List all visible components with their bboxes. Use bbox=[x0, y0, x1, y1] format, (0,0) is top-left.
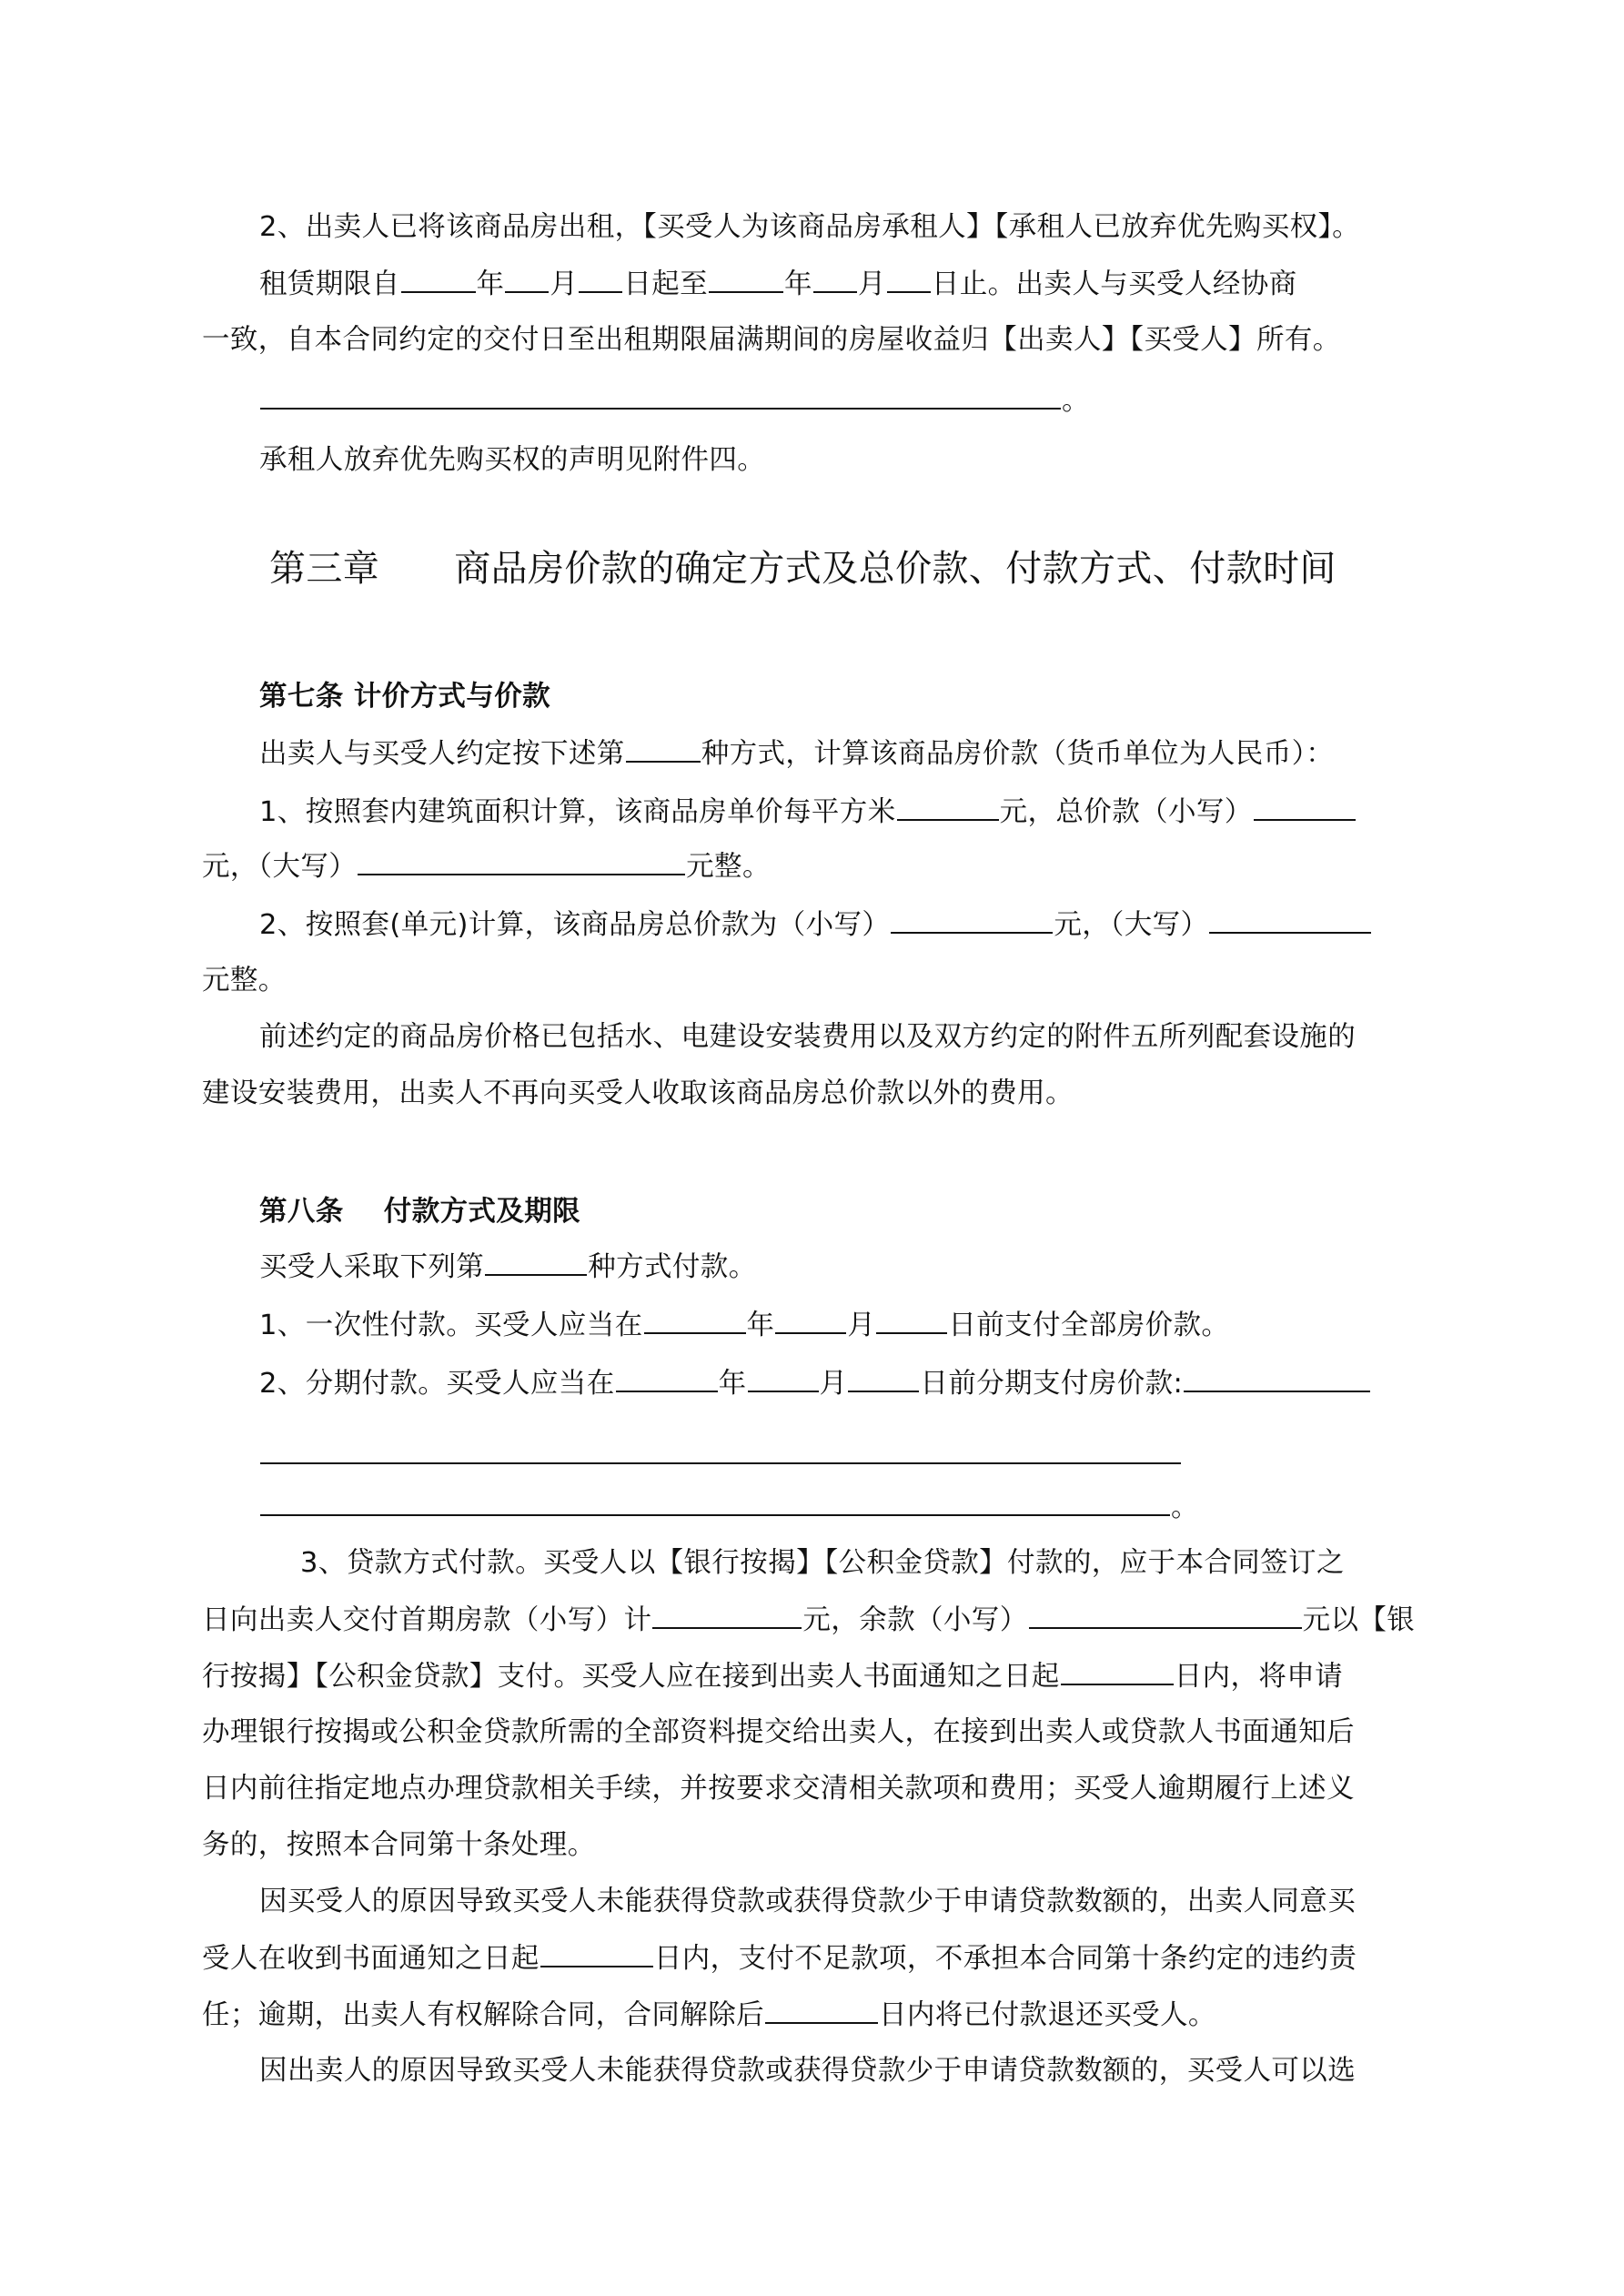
seller-fault-line1: 因出卖人的原因导致买受人未能获得贷款或获得贷款少于申请贷款数额的，买受人可以选 bbox=[259, 2055, 1357, 2087]
article8-item3-line5: 日内前往指定地点办理贷款相关手续，并按要求交清相关款项和费用；买受人逾期履行上述义 bbox=[202, 1773, 1355, 1805]
blank-field[interactable] bbox=[616, 1363, 718, 1392]
blank-field[interactable] bbox=[765, 1995, 878, 2024]
blank-field[interactable] bbox=[887, 264, 931, 293]
blank-field[interactable] bbox=[709, 264, 783, 293]
blank-field[interactable] bbox=[848, 1363, 919, 1392]
lease-note-line: 。 bbox=[259, 380, 1497, 421]
blank-field[interactable] bbox=[626, 733, 701, 763]
blank-field[interactable] bbox=[1184, 1363, 1370, 1392]
article7-item1: 1、按照套内建筑面积计算，该商品房单价每平方米 元，总价款（小写） bbox=[259, 792, 1497, 833]
blank-field[interactable] bbox=[1029, 1600, 1302, 1629]
blank-field[interactable] bbox=[891, 905, 1053, 934]
blank-field[interactable] bbox=[505, 264, 549, 293]
blank-field[interactable] bbox=[876, 1305, 947, 1334]
article8-item1: 1、一次性付款。买受人应当在 年 月 日前支付全部房价款。 bbox=[259, 1305, 1497, 1346]
blank-field[interactable] bbox=[401, 264, 476, 293]
blank-field[interactable] bbox=[260, 380, 1061, 410]
waiver-note: 承租人放弃优先购买权的声明见附件四。 bbox=[259, 444, 766, 476]
article8-intro: 买受人采取下列第 种方式付款。 bbox=[259, 1247, 1497, 1288]
buyer-fault-line2: 受人在收到书面通知之日起 日内，支付不足款项，不承担本合同第十条约定的违约责 bbox=[202, 1938, 1439, 1979]
blank-field[interactable] bbox=[1254, 792, 1356, 821]
blank-field[interactable] bbox=[540, 1938, 653, 1967]
buyer-fault-line3: 任；逾期，出卖人有权解除合同，合同解除后 日内将已付款退还买受人。 bbox=[202, 1995, 1439, 2036]
chapter-title: 商品房价款的确定方式及总价款、付款方式、付款时间 bbox=[454, 548, 1337, 590]
lease-term-line: 租赁期限自 年 月 日起至 年 月 日止。出卖人与买受人经协商 bbox=[259, 264, 1497, 305]
blank-field[interactable] bbox=[897, 792, 999, 821]
article8-heading: 第八条 付款方式及期限 bbox=[259, 1196, 581, 1228]
article7-item1-cont: 元，（大写） 元整。 bbox=[202, 846, 1439, 887]
blank-field[interactable] bbox=[260, 1487, 1170, 1516]
blank-field[interactable] bbox=[1209, 905, 1371, 934]
blank-field[interactable] bbox=[775, 1305, 846, 1334]
article8-item3-line4: 办理银行按揭或公积金贷款所需的全部资料提交给出卖人，在接到出卖人或贷款人书面通知后 bbox=[202, 1716, 1355, 1748]
buyer-fault-line1: 因买受人的原因导致买受人未能获得贷款或获得贷款少于申请贷款数额的，出卖人同意买 bbox=[259, 1886, 1357, 1917]
blank-field[interactable] bbox=[644, 1305, 746, 1334]
article8-item3-line6: 务的，按照本合同第十条处理。 bbox=[202, 1829, 596, 1861]
blank-field[interactable] bbox=[813, 264, 857, 293]
article7-heading: 第七条 计价方式与价款 bbox=[259, 681, 551, 713]
article8-item3-line1: 3、贷款方式付款。买受人以【银行按揭】【公积金贷款】付款的，应于本合同签订之 bbox=[300, 1547, 1345, 1579]
article8-item2: 2、分期付款。买受人应当在 年 月 日前分期支付房价款: bbox=[259, 1363, 1497, 1404]
article7-item2-cont: 元整。 bbox=[202, 965, 287, 996]
article8-item2-end: 。 bbox=[259, 1487, 1497, 1528]
article8-item3-line2: 日向出卖人交付首期房款（小写）计 元，余款（小写） 元以【银 bbox=[202, 1600, 1439, 1641]
blank-field[interactable] bbox=[358, 846, 685, 875]
blank-field[interactable] bbox=[652, 1600, 802, 1629]
lease-clause-line: 2、出卖人已将该商品房出租，【买受人为该商品房承租人】【承租人已放弃优先购买权】。 bbox=[259, 211, 1361, 243]
blank-field[interactable] bbox=[579, 264, 622, 293]
article7-item2: 2、按照套(单元)计算，该商品房总价款为（小写） 元，（大写） bbox=[259, 905, 1497, 946]
blank-field[interactable] bbox=[1061, 1656, 1174, 1685]
article8-item3-line3: 行按揭】【公积金贷款】支付。买受人应在接到出卖人书面通知之日起 日内，将申请 bbox=[202, 1656, 1439, 1697]
article7-note-line2: 建设安装费用，出卖人不再向买受人收取该商品房总价款以外的费用。 bbox=[202, 1077, 1074, 1109]
article7-note-line1: 前述约定的商品房价格已包括水、电建设安装费用以及双方约定的附件五所列配套设施的 bbox=[259, 1021, 1357, 1053]
blank-field[interactable] bbox=[485, 1247, 587, 1276]
blank-field[interactable] bbox=[748, 1363, 819, 1392]
blank-line[interactable] bbox=[260, 1462, 1181, 1464]
article7-intro: 出卖人与买受人约定按下述第 种方式，计算该商品房价款（货币单位为人民币）： bbox=[259, 733, 1497, 774]
chapter-number: 第三章 bbox=[269, 548, 380, 590]
lease-income-line: 一致，自本合同约定的交付日至出租期限届满期间的房屋收益归【出卖人】【买受人】所有。 bbox=[202, 324, 1341, 356]
chapter-heading bbox=[269, 544, 1507, 593]
